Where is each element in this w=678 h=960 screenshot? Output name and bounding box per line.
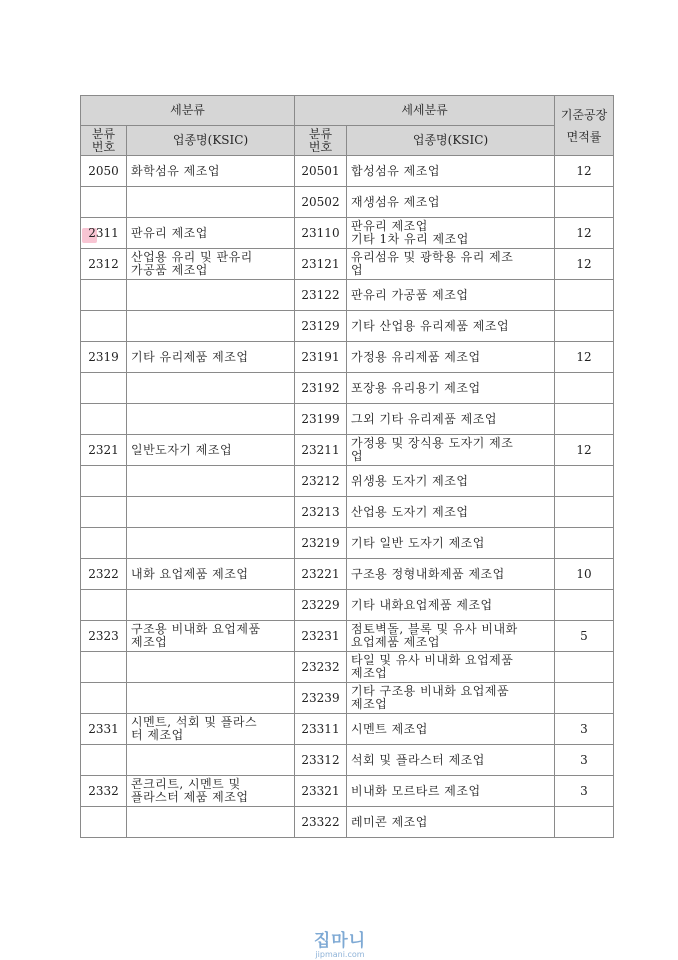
- row-detail-name: 유리섬유 및 광학용 유리 제조 업: [347, 249, 555, 280]
- table-row: [81, 311, 614, 342]
- row-detail-code: 23221: [295, 559, 347, 590]
- row-detail-code: 23229: [295, 590, 347, 621]
- row-name: [127, 590, 295, 621]
- row-code: [81, 373, 127, 404]
- row-detail-code: 23212: [295, 466, 347, 497]
- table-row: [81, 249, 614, 280]
- row-detail-code: 23311: [295, 714, 347, 745]
- table-row: [81, 373, 614, 404]
- row-detail-name: 타일 및 유사 비내화 요업제품 제조업: [347, 652, 555, 683]
- row-name: [127, 373, 295, 404]
- row-code: 2050: [81, 156, 127, 187]
- row-area: [555, 807, 614, 838]
- table-row: [81, 745, 614, 776]
- row-detail-code: 23322: [295, 807, 347, 838]
- row-detail-code: 23199: [295, 404, 347, 435]
- row-code: 2331: [81, 714, 127, 745]
- row-detail-code: 23211: [295, 435, 347, 466]
- row-code: 2322: [81, 559, 127, 590]
- row-detail-code: 23191: [295, 342, 347, 373]
- row-detail-code: 23321: [295, 776, 347, 807]
- row-area: [555, 528, 614, 559]
- row-area: 12: [555, 342, 614, 373]
- table-row: [81, 280, 614, 311]
- row-area: [555, 590, 614, 621]
- row-code: [81, 311, 127, 342]
- table-row: [81, 528, 614, 559]
- row-code: [81, 528, 127, 559]
- row-detail-code: 23110: [295, 218, 347, 249]
- row-name: 콘크리트, 시멘트 및 플라스터 제품 제조업: [127, 776, 295, 807]
- row-area: [555, 187, 614, 218]
- table-row: [81, 218, 614, 249]
- row-detail-name: 재생섬유 제조업: [347, 187, 555, 218]
- row-name: 화학섬유 제조업: [127, 156, 295, 187]
- row-area: [555, 280, 614, 311]
- row-area: [555, 311, 614, 342]
- row-area: 3: [555, 776, 614, 807]
- table-row: [81, 807, 614, 838]
- table-row: [81, 342, 614, 373]
- row-name: 시멘트, 석회 및 플라스 터 제조업: [127, 714, 295, 745]
- row-name: [127, 528, 295, 559]
- row-detail-name: 기타 구조용 비내화 요업제품 제조업: [347, 683, 555, 714]
- row-area: [555, 466, 614, 497]
- header-code: 분류 번호: [81, 126, 127, 156]
- row-area: 3: [555, 714, 614, 745]
- row-detail-name: 기타 일반 도자기 제조업: [347, 528, 555, 559]
- table-row: [81, 714, 614, 745]
- row-detail-name: 가정용 유리제품 제조업: [347, 342, 555, 373]
- row-name: [127, 683, 295, 714]
- row-code: [81, 280, 127, 311]
- row-detail-code: 23312: [295, 745, 347, 776]
- row-detail-name: 판유리 가공품 제조업: [347, 280, 555, 311]
- table-body: [81, 156, 614, 838]
- table-row: [81, 156, 614, 187]
- industry-classification-table: [80, 95, 614, 838]
- table-row: [81, 590, 614, 621]
- row-detail-code: 23219: [295, 528, 347, 559]
- row-detail-code: 23129: [295, 311, 347, 342]
- watermark-sub: jipmani.com: [315, 950, 365, 959]
- row-detail-code: 23213: [295, 497, 347, 528]
- row-area: 3: [555, 745, 614, 776]
- row-detail-name: 기타 산업용 유리제품 제조업: [347, 311, 555, 342]
- row-detail-name: 석회 및 플라스터 제조업: [347, 745, 555, 776]
- row-detail-code: 23122: [295, 280, 347, 311]
- row-detail-name: 점토벽돌, 블록 및 유사 비내화 요업제품 제조업: [347, 621, 555, 652]
- row-name: [127, 745, 295, 776]
- row-area: 12: [555, 218, 614, 249]
- row-code: [81, 652, 127, 683]
- row-area: [555, 404, 614, 435]
- row-name: 기타 유리제품 제조업: [127, 342, 295, 373]
- table-row: [81, 187, 614, 218]
- row-area: 12: [555, 435, 614, 466]
- row-code: 2321: [81, 435, 127, 466]
- row-code: [81, 683, 127, 714]
- table-row: [81, 559, 614, 590]
- row-detail-name: 레미콘 제조업: [347, 807, 555, 838]
- row-code: [81, 466, 127, 497]
- row-area: [555, 652, 614, 683]
- table-row: [81, 404, 614, 435]
- header-standard-area: 기준공장 면적률: [555, 96, 614, 156]
- row-name: [127, 652, 295, 683]
- row-detail-code: 23232: [295, 652, 347, 683]
- row-detail-name: 그외 기타 유리제품 제조업: [347, 404, 555, 435]
- row-area: 5: [555, 621, 614, 652]
- row-area: 12: [555, 156, 614, 187]
- row-name: [127, 280, 295, 311]
- row-area: [555, 373, 614, 404]
- row-code: 2312: [81, 249, 127, 280]
- row-area: [555, 497, 614, 528]
- header-detail-class: 세세분류: [295, 96, 555, 126]
- row-code: 2332: [81, 776, 127, 807]
- table-row: [81, 497, 614, 528]
- row-name: [127, 466, 295, 497]
- row-detail-name: 시멘트 제조업: [347, 714, 555, 745]
- header-detail-code: 분류 번호: [295, 126, 347, 156]
- header-detail-name: 업종명(KSIC): [347, 126, 555, 156]
- row-detail-name: 판유리 제조업 기타 1차 유리 제조업: [347, 218, 555, 249]
- row-name: [127, 807, 295, 838]
- table-row: [81, 652, 614, 683]
- header-name: 업종명(KSIC): [127, 126, 295, 156]
- row-detail-name: 비내화 모르타르 제조업: [347, 776, 555, 807]
- row-code: [81, 807, 127, 838]
- row-name: [127, 311, 295, 342]
- table-row: [81, 435, 614, 466]
- row-area: 10: [555, 559, 614, 590]
- row-detail-code: 23192: [295, 373, 347, 404]
- row-name: 내화 요업제품 제조업: [127, 559, 295, 590]
- row-code: [81, 404, 127, 435]
- row-name: [127, 187, 295, 218]
- table-row: [81, 683, 614, 714]
- row-detail-name: 가정용 및 장식용 도자기 제조 업: [347, 435, 555, 466]
- row-detail-name: 기타 내화요업제품 제조업: [347, 590, 555, 621]
- row-detail-code: 23231: [295, 621, 347, 652]
- row-area: [555, 683, 614, 714]
- watermark-main: 집마니: [313, 931, 367, 951]
- row-detail-name: 포장용 유리용기 제조업: [347, 373, 555, 404]
- header-subclass: 세분류: [81, 96, 295, 126]
- table-row: [81, 776, 614, 807]
- row-detail-code: 23239: [295, 683, 347, 714]
- row-detail-name: 위생용 도자기 제조업: [347, 466, 555, 497]
- row-name: 판유리 제조업: [127, 218, 295, 249]
- table-row: [81, 466, 614, 497]
- row-name: [127, 497, 295, 528]
- row-code: 2311: [81, 218, 127, 249]
- row-detail-code: 20502: [295, 187, 347, 218]
- row-detail-code: 23121: [295, 249, 347, 280]
- row-code: [81, 497, 127, 528]
- row-name: 일반도자기 제조업: [127, 435, 295, 466]
- row-code: 2319: [81, 342, 127, 373]
- row-detail-name: 합성섬유 제조업: [347, 156, 555, 187]
- row-code: [81, 590, 127, 621]
- row-name: 구조용 비내화 요업제품 제조업: [127, 621, 295, 652]
- row-detail-name: 구조용 정형내화제품 제조업: [347, 559, 555, 590]
- row-name: [127, 404, 295, 435]
- row-detail-code: 20501: [295, 156, 347, 187]
- row-code: [81, 187, 127, 218]
- table-row: [81, 621, 614, 652]
- row-detail-name: 산업용 도자기 제조업: [347, 497, 555, 528]
- row-code: 2323: [81, 621, 127, 652]
- watermark-logo: [298, 932, 382, 960]
- row-area: 12: [555, 249, 614, 280]
- row-name: 산업용 유리 및 판유리 가공품 제조업: [127, 249, 295, 280]
- row-code: [81, 745, 127, 776]
